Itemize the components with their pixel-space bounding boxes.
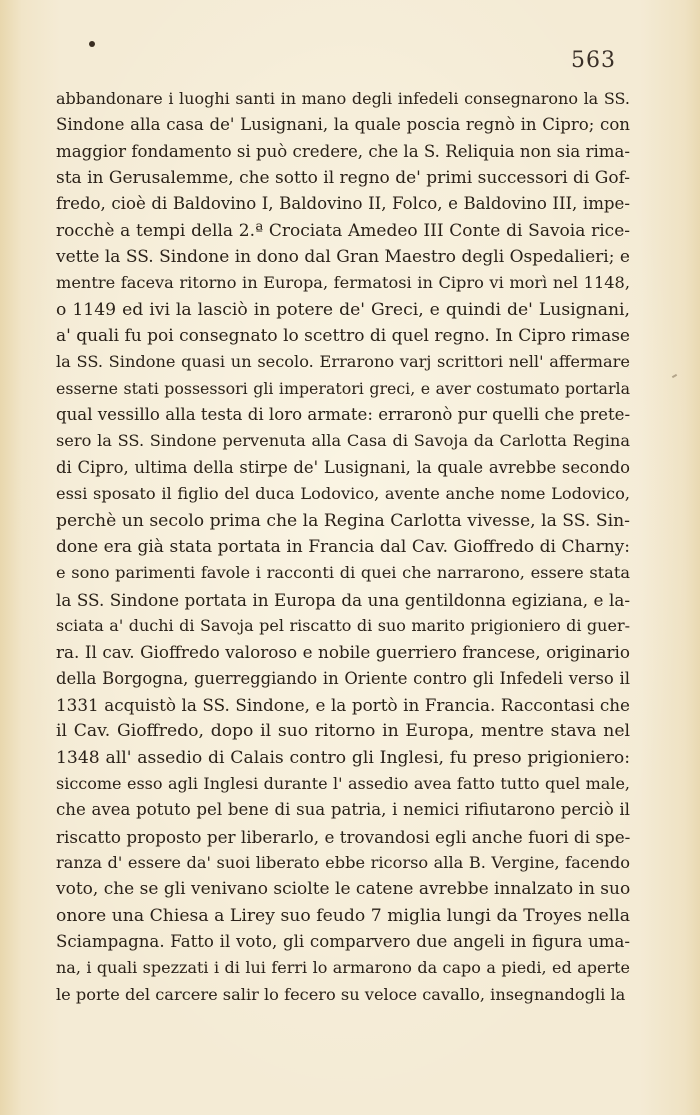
text-line: riscatto proposto per liberarlo, e trovandosi egli anche fuori di spe- [56,826,631,847]
text-line: le porte del carcere salir lo fecero su veloce cavallo, insegnandogli la [56,984,626,1004]
text-line: voto, che se gli venivano sciolte le catene avrebbe innalzato in suo [56,879,631,900]
text-line: onore una Chiesa a Lirey suo feudo 7 miglia lungi da Troyes nella [56,905,630,926]
text-line: Sciampagna. Fatto il voto, gli comparvero due angeli in figura uma- [56,932,630,951]
text-line: maggior fondamento si può credere, che la S. Reliquia non sia rima- [56,141,631,161]
text-line: vette la SS. Sindone in dono dal Gran Maestro degli Ospedalieri; e [56,247,630,268]
text-line: mentre faceva ritorno in Europa, fermatosi in Cipro vi morì nel 1148, [56,273,630,293]
text-line: rocchè a tempi della 2.ª Crociata Amedeo III Conte di Savoia rice- [56,220,630,241]
text-line: essi sposato il figlio del duca Lodovico, avente anche nome Lodovico, [56,484,630,504]
text-line: 1331 acquistò la SS. Sindone, e la portò in Francia. Raccontasi che [56,694,630,715]
text-line: qual vessillo alla testa di loro armate: erraronò pur quelli che prete- [56,405,631,425]
text-line: sciata a' duchi di Savoja pel riscatto di suo marito prigioniero di guer- [56,615,630,635]
text-line: esserne stati possessori gli imperatori greci, e aver costumato portarla [56,378,630,398]
text-line: 1348 all' assedio di Calais contro gli Inglesi, fu preso prigioniero: [56,747,630,768]
text-line: sta in Gerusalemme, che sotto il regno de' primi successori di Gof- [56,168,631,189]
text-line: abbandonare i luoghi santi in mano degli infedeli consegnarono la SS. [56,89,630,108]
text-line: il Cav. Gioffredo, dopo il suo ritorno in Europa, mentre stava nel [56,721,630,742]
text-line: a' quali fu poi consegnato lo scettro di quel regno. In Cipro rimase [56,326,630,347]
text-line: della Borgogna, guerreggiando in Oriente contro gli Infedeli verso il [56,668,630,688]
text-line: ra. Il cav. Gioffredo valoroso e nobile guerriero francese, originario [56,642,630,663]
text-line: perchè un secolo prima che la Regina Carlotta vivesse, la SS. Sin- [56,510,630,531]
text-line: che avea potuto pel bene di sua patria, i nemici rifiutarono perciò il [56,800,630,820]
text-line: fredo, cioè di Baldovino I, Baldovino II, Folco, e Baldovino III, impe- [56,194,630,214]
text-line: la SS. Sindone quasi un secolo. Errarono varj scrittori nell' affermare [56,352,630,372]
text-line: sero la SS. Sindone pervenuta alla Casa di Savoja da Carlotta Regina [56,431,630,451]
ink-dot [89,41,95,47]
body-text [56,86,631,1008]
text-line: o 1149 ed ivi la lasciò in potere de' Greci, e quindi de' Lusignani, [56,299,630,320]
text-line: e sono parimenti favole i racconti di quei che narrarono, essere stata [56,563,630,583]
text-line: la SS. Sindone portata in Europa da una gentildonna egiziana, e la- [56,589,630,610]
text-line: di Cipro, ultima della stirpe de' Lusignani, la quale avrebbe secondo [56,457,630,477]
text-line: na, i quali spezzati i di lui ferri lo armarono da capo a piedi, ed aperte [56,958,630,978]
text-line: done era già stata portata in Francia dal Cav. Gioffredo di Charny: [56,536,630,557]
text-line: siccome esso agli Inglesi durante l' assedio avea fatto tutto quel male, [56,773,630,793]
text-line: Sindone alla casa de' Lusignani, la quale poscia regnò in Cipro; con [56,115,630,135]
page-number: 563 [571,48,616,73]
margin-mark [672,374,677,378]
text-line: ranza d' essere da' suoi liberato ebbe ricorso alla B. Vergine, facendo [56,852,630,872]
